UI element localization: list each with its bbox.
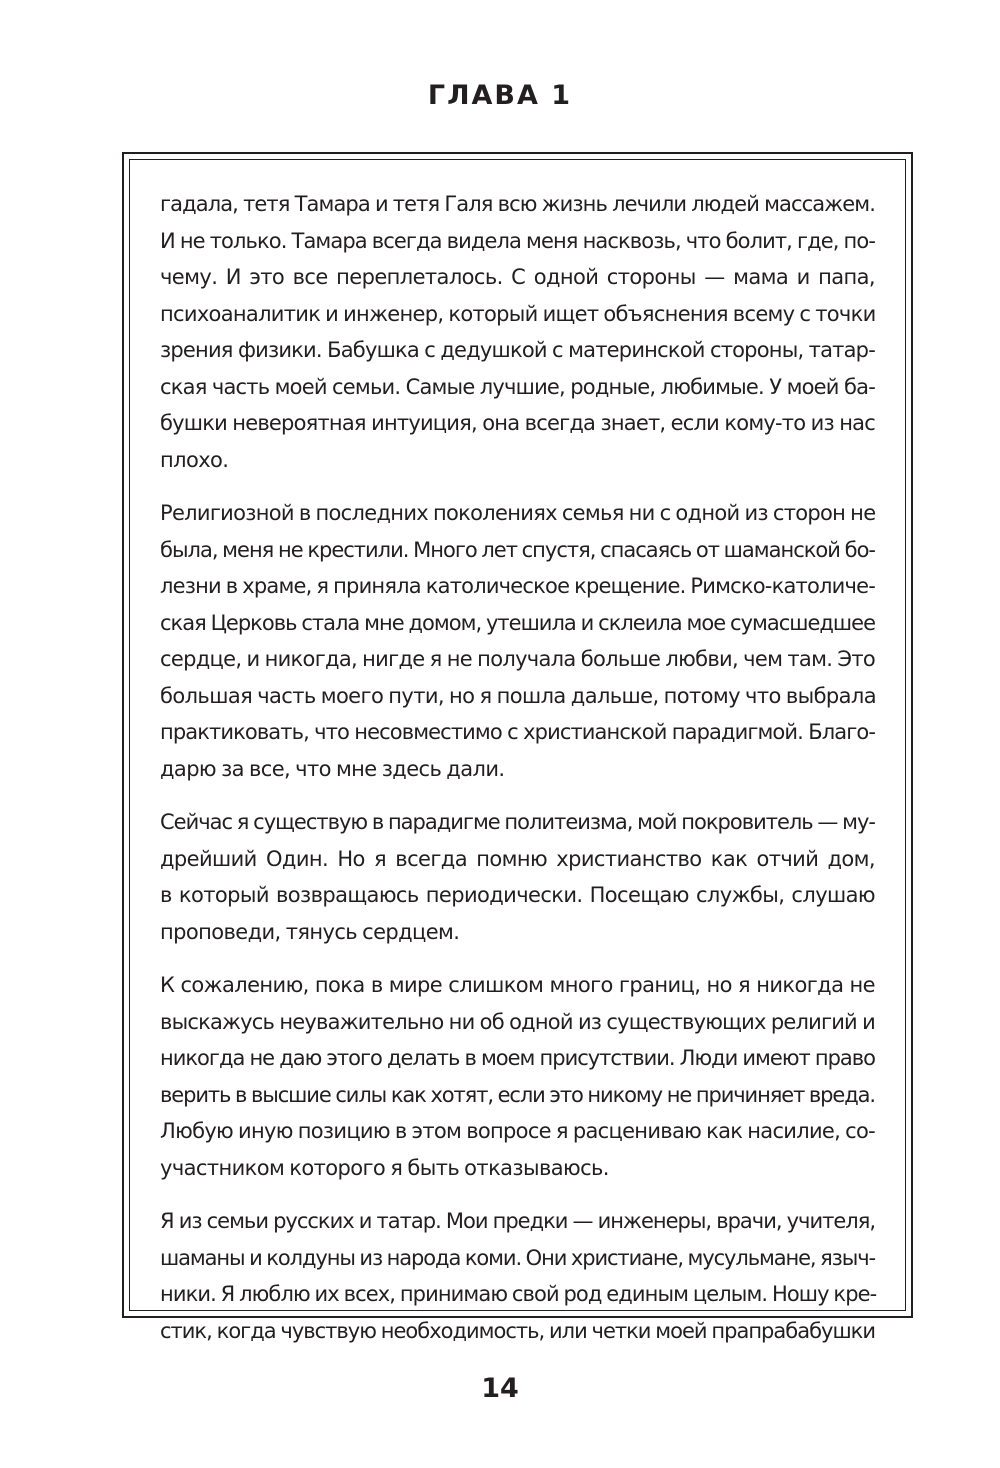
- text-line: выскажусь неуважительно ни об одной из существующих религий и: [160, 1009, 875, 1034]
- paragraph-5: [160, 1203, 875, 1349]
- text-line: была, меня не крестили. Много лет спустя, спасаясь от шаманской бо-: [160, 537, 875, 562]
- text-line: ская часть моей семьи. Самые лучшие, родные, любимые. У моей ба-: [160, 374, 875, 399]
- paragraph-3: [160, 804, 875, 950]
- text-line: Сейчас я существую в парадигме политеизма, мой покровитель — му-: [160, 810, 875, 834]
- text-line: плохо.: [160, 447, 229, 472]
- text-line: сердце, и никогда, нигде я не получала больше любви, чем там. Это: [160, 647, 875, 671]
- paragraph-1: [160, 186, 875, 478]
- paragraph-4: [160, 967, 875, 1186]
- text-line: Я из семьи русских и татар. Мои предки — инженеры, врачи, учителя,: [160, 1209, 875, 1233]
- text-line: никогда не даю этого делать в моем присутствии. Люди имеют право: [160, 1046, 875, 1070]
- text-line: проповеди, тянусь сердцем.: [160, 919, 460, 944]
- text-line: К сожалению, пока в мире слишком много границ, но я никогда не: [160, 973, 875, 997]
- text-line: стик, когда чувствую необходимость, или четки моей прапрабабушки: [160, 1318, 875, 1343]
- text-line: в который возвращаюсь периодически. Посещаю службы, слушаю: [160, 883, 875, 907]
- body-text: [160, 186, 875, 1366]
- chapter-heading: ГЛАВА 1: [427, 80, 573, 111]
- text-line: большая часть моего пути, но я пошла дальше, потому что выбрала: [160, 683, 877, 708]
- text-line: дарю за все, что мне здесь дали.: [160, 756, 505, 781]
- text-line: шаманы и колдуны из народа коми. Они христиане, мусульмане, языч-: [160, 1245, 875, 1270]
- paragraph-2: [160, 495, 875, 787]
- text-line: верить в высшие силы как хотят, если это никому не причиняет вреда.: [160, 1082, 875, 1107]
- text-line: Религиозной в последних поколениях семья ни с одной из сторон не: [160, 501, 876, 525]
- text-line: ская Церковь стала мне домом, утешила и склеила мое сумасшедшее: [160, 610, 875, 635]
- text-line: чему. И это все переплеталось. С одной стороны — мама и папа,: [160, 265, 875, 289]
- text-line: Любую иную позицию в этом вопросе я расцениваю как насилие, со-: [160, 1119, 875, 1143]
- text-line: гадала, тетя Тамара и тетя Галя всю жизнь лечили людей массажем.: [160, 192, 875, 216]
- text-line: И не только. Тамара всегда видела меня насквозь, что болит, где, по-: [160, 228, 875, 253]
- text-line: дрейший Один. Но я всегда помню христианство как отчий дом,: [160, 846, 875, 871]
- text-line: практиковать, что несовместимо с христианской парадигмой. Благо-: [160, 720, 875, 744]
- page-number: 14: [481, 1373, 519, 1404]
- text-line: психоаналитик и инженер, который ищет объяснения всему с точки: [160, 301, 876, 326]
- text-line: лезни в храме, я приняла католическое крещение. Римско-католиче-: [160, 574, 875, 598]
- text-line: участником которого я быть отказываюсь.: [160, 1155, 609, 1180]
- text-line: зрения физики. Бабушка с дедушкой с материнской стороны, татар-: [160, 338, 875, 362]
- text-line: ники. Я люблю их всех, принимаю свой род единым целым. Ношу кре-: [160, 1282, 877, 1306]
- text-line: бушки невероятная интуиция, она всегда знает, если кому-то из нас: [160, 411, 875, 435]
